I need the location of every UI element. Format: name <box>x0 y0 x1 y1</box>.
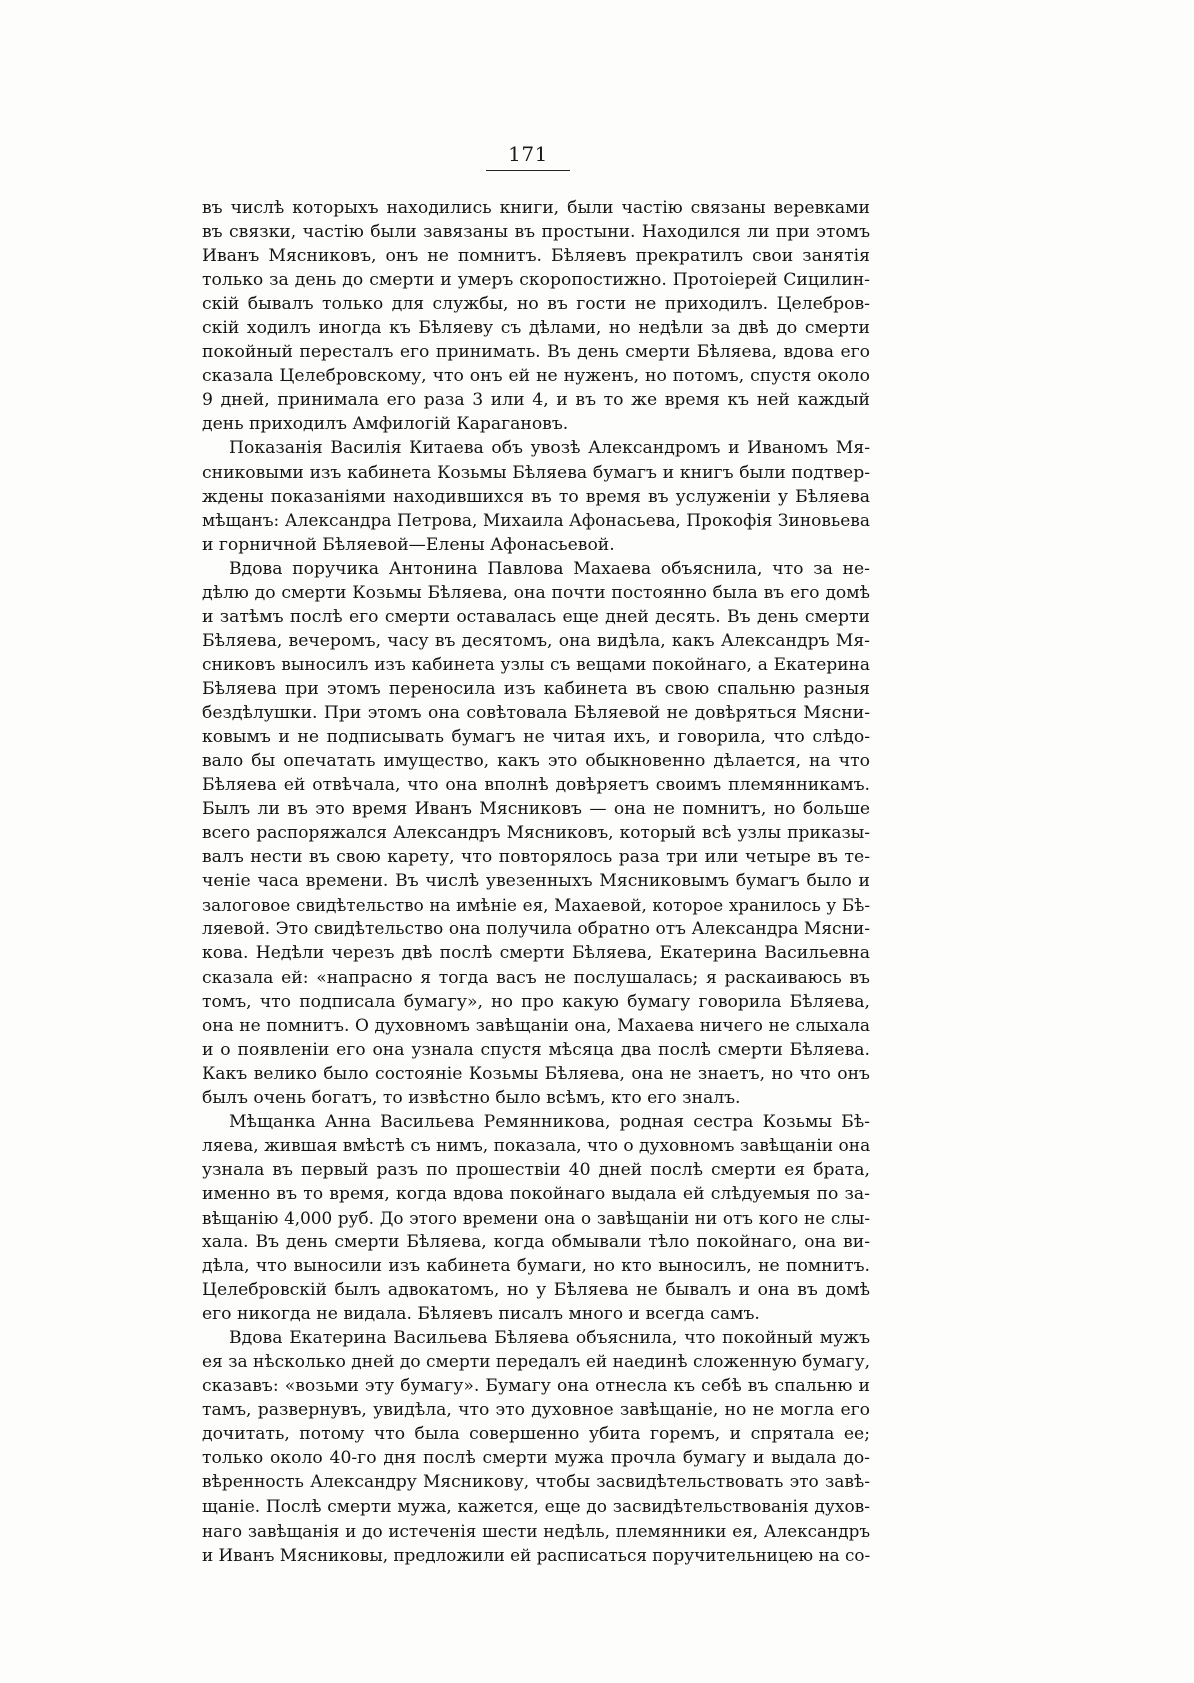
text-line: Бѣляева ей отвѣчала, что она вполнѣ довѣряетъ своимъ племянникамъ. <box>202 775 870 796</box>
text-line: валъ нести въ свою карету, что повторялось раза три или четыре въ те- <box>202 847 870 868</box>
text-line: только около 40-го дня послѣ смерти мужа прочла бумагу и выдала до- <box>202 1448 870 1469</box>
text-line: Вдова поручика Антонина Павлова Махаева объяснила, что за не- <box>229 558 870 579</box>
text-line: и Иванъ Мясниковы, предложили ей расписаться поручительницею на со- <box>202 1544 870 1565</box>
text-line: мѣщанъ: Александра Петрова, Михаила Афонасьева, Прокофія Зиновьева <box>202 510 870 531</box>
text-line: ляевой. Это свидѣтельство она получила обратно отъ Александра Мясни- <box>202 919 870 940</box>
text-line: Былъ ли въ это время Иванъ Мясниковъ — она не помнитъ, но больше <box>202 799 870 820</box>
text-line: скій ходилъ иногда къ Бѣляеву съ дѣлами, но недѣли за двѣ до смерти <box>202 318 870 339</box>
text-line: вѣщанію 4,000 руб. До этого времени она о завѣщаніи ни отъ кого не слы- <box>202 1207 870 1228</box>
text-line: ковымъ и не подписывать бумагъ не читая ихъ, и говорила, что слѣдо- <box>202 727 870 748</box>
text-line: наго завѣщанія и до истеченія шести недѣль, племянники ея, Александръ <box>202 1520 870 1541</box>
text-line: Какъ велико было состояніе Козьмы Бѣляева, она не знаетъ, но что онъ <box>202 1063 870 1084</box>
text-line: дѣлю до смерти Козьмы Бѣляева, она почти постоянно была въ его домѣ <box>202 582 870 603</box>
text-line: ея за нѣсколько дней до смерти передалъ ей наединѣ сложенную бумагу, <box>202 1352 870 1373</box>
text-line: дѣла, что выносили изъ кабинета бумаги, но кто выносилъ, не помнитъ. <box>202 1256 870 1277</box>
text-line: скій бывалъ только для службы, но въ гости не приходилъ. Целебров- <box>202 294 870 315</box>
text-line: въ числѣ которыхъ находились книги, были частію связаны веревками <box>202 198 870 218</box>
text-line: сниковъ выносилъ изъ кабинета узлы съ вещами покойнаго, а Екатерина <box>202 654 870 675</box>
text-line: ляева, жившая вмѣстѣ съ нимъ, показала, что о духовномъ завѣщаніи она <box>202 1135 870 1156</box>
text-line: Бѣляева при этомъ переносила изъ кабинета въ свою спальню разныя <box>202 678 870 699</box>
text-line: залоговое свидѣтельство на имѣніе ея, Махаевой, которое хранилось у Бѣ- <box>202 895 870 916</box>
text-line: Иванъ Мясниковъ, онъ не помнитъ. Бѣляевъ прекратилъ свои занятія <box>202 246 870 267</box>
text-line: и затѣмъ послѣ его смерти оставалась еще дней десять. Въ день смерти <box>202 606 870 627</box>
text-line: тамъ, развернувъ, увидѣла, что это духовное завѣщаніе, но не могла его <box>202 1400 870 1421</box>
text-line: вало бы опечатать имущество, какъ это обыкновенно дѣлается, на что <box>202 751 870 772</box>
text-line: Вдова Екатерина Васильева Бѣляева объяснила, что покойный мужъ <box>229 1328 870 1349</box>
text-line: Бѣляева, вечеромъ, часу въ десятомъ, она видѣла, какъ Александръ Мя- <box>202 630 870 651</box>
text-line: всего распоряжался Александръ Мясниковъ, который всѣ узлы приказы- <box>202 823 870 844</box>
text-line: только за день до смерти и умеръ скоропостижно. Протоіерей Сицилин- <box>202 270 870 291</box>
text-line: сказавъ: «возьми эту бумагу». Бумагу она отнесла къ себѣ въ спальню и <box>202 1376 870 1397</box>
text-line: хала. Въ день смерти Бѣляева, когда обмывали тѣло покойнаго, она ви- <box>202 1232 870 1253</box>
text-line: Мѣщанка Анна Васильева Ремянникова, родная сестра Козьмы Бѣ- <box>229 1111 870 1132</box>
text-line: и горничной Бѣляевой—Елены Афонасьевой. <box>202 534 615 555</box>
text-line: щаніе. Послѣ смерти мужа, кажется, еще до засвидѣтельствованія духов- <box>202 1496 870 1517</box>
text-line: ченіе часа времени. Въ числѣ увезенныхъ Мясниковымъ бумагъ было и <box>202 871 870 892</box>
text-line: кова. Недѣли черезъ двѣ послѣ смерти Бѣляева, Екатерина Васильевна <box>202 943 870 964</box>
body-text <box>202 196 870 1567</box>
text-line: бездѣлушки. При этомъ она совѣтовала Бѣляевой не довѣряться Мясни- <box>202 702 870 723</box>
text-line: вѣренность Александру Мясникову, чтобы засвидѣтельствовать это завѣ- <box>202 1472 870 1493</box>
text-line: ждены показаніями находившихся въ то время въ услуженіи у Бѣляева <box>202 486 870 507</box>
text-line: былъ очень богатъ, то извѣстно было всѣмъ, кто его зналъ. <box>202 1087 741 1108</box>
text-line: Целебровскій былъ адвокатомъ, но у Бѣляева не бывалъ и она въ домѣ <box>202 1280 870 1301</box>
page-number: 171 <box>508 142 548 166</box>
text-line: день приходилъ Амфилогій Карагановъ. <box>202 414 569 435</box>
text-line: въ связки, частію были завязаны въ простыни. Находился ли при этомъ <box>202 222 870 243</box>
text-line: она не помнитъ. О духовномъ завѣщаніи она, Махаева ничего не слыхала <box>202 1015 870 1036</box>
text-line: и о появленіи его она узнала спустя мѣсяца два послѣ смерти Бѣляева. <box>202 1039 870 1060</box>
text-line: томъ, что подписала бумагу», но про какую бумагу говорила Бѣляева, <box>202 991 870 1012</box>
text-line: сказала Целебровскому, что онъ ей не нуженъ, но потомъ, спустя около <box>202 366 870 387</box>
text-line: его никогда не видала. Бѣляевъ писалъ много и всегда самъ. <box>202 1304 760 1325</box>
text-line: именно въ то время, когда вдова покойнаго выдала ей слѣдуемыя по за- <box>202 1183 870 1204</box>
text-line: узнала въ первый разъ по прошествіи 40 дней послѣ смерти ея брата, <box>202 1159 870 1180</box>
text-line: сниковыми изъ кабинета Козьмы Бѣляева бумагъ и книгъ были подтвер- <box>202 462 870 483</box>
text-line: сказала ей: «напрасно я тогда васъ не послушалась; я раскаиваюсь въ <box>202 967 870 988</box>
page-number-rule <box>486 170 570 171</box>
text-line: дочитать, потому что была совершенно убита горемъ, и спрятала ее; <box>202 1424 870 1445</box>
text-line: Показанія Василія Китаева объ увозѣ Александромъ и Иваномъ Мя- <box>229 438 870 459</box>
text-line: 9 дней, принимала его раза 3 или 4, и въ то же время къ ней каждый <box>202 390 870 411</box>
text-line: покойный пересталъ его принимать. Въ день смерти Бѣляева, вдова его <box>202 342 870 363</box>
